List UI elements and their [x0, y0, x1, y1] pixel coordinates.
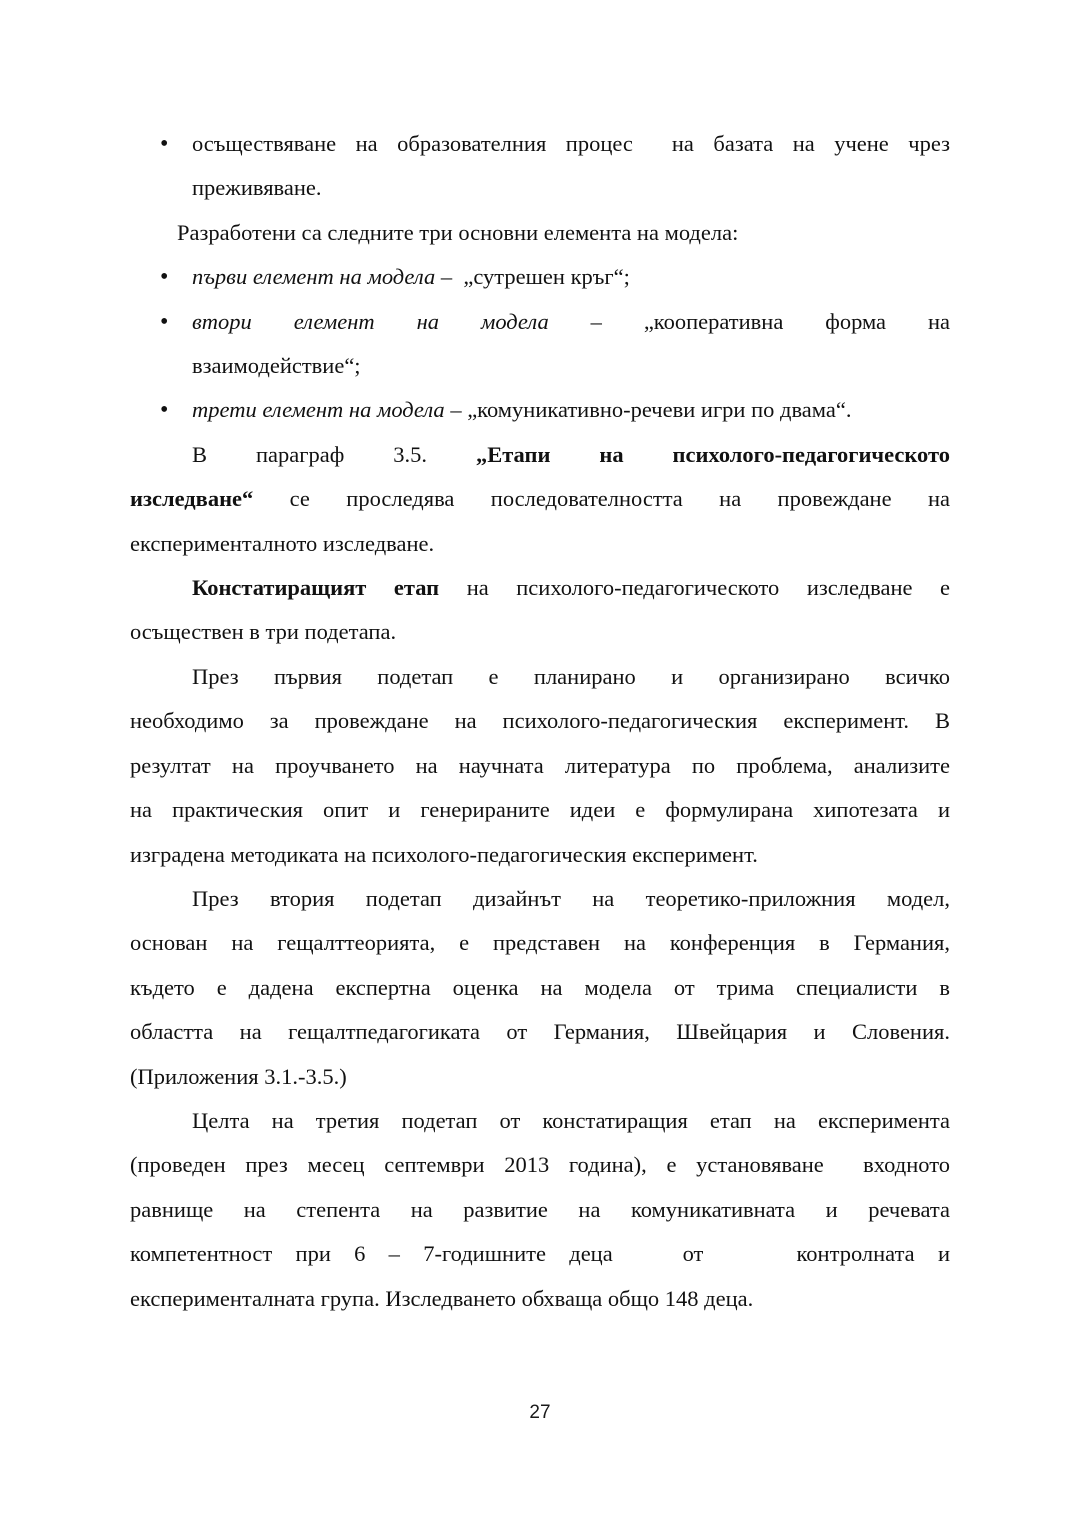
- text-segment: експерименталното изследване.: [130, 530, 435, 556]
- text-segment: (Приложения 3.1.-3.5.): [130, 1063, 347, 1089]
- text-segment: където е дадена експертна оценка на модела от трима специалисти в: [130, 974, 950, 1000]
- text-segment: – „кооперативна форма на: [548, 308, 951, 334]
- text-line: [130, 744, 950, 788]
- bullet-item: [130, 388, 950, 432]
- paragraph: [130, 655, 950, 877]
- text-segment: преживяване.: [192, 175, 322, 201]
- text-line: [130, 566, 950, 610]
- text-line: [130, 433, 950, 477]
- text-segment: на психолого-педагогическото изследване е: [439, 575, 950, 601]
- paragraph: [130, 877, 950, 1099]
- text-segment: Разработени са следните три основни елемента на модела:: [177, 219, 739, 245]
- text-line: [192, 166, 950, 210]
- text-segment: През втория подетап дизайнът на теоретико-приложния модел,: [192, 885, 950, 911]
- text-segment: осъществен в три подетапа.: [130, 619, 397, 645]
- text-line: [192, 122, 950, 166]
- text-line: [192, 300, 950, 344]
- paragraph: [130, 433, 950, 566]
- text-line: [130, 1188, 950, 1232]
- text-segment: изследване“: [130, 486, 254, 512]
- text-line: [130, 699, 950, 743]
- text-segment: равнище на степента на развитие на комуникативната и речевата: [130, 1196, 950, 1222]
- text-segment: компетентност при 6 – 7-годишните деца от контролната и: [130, 1241, 950, 1267]
- text-segment: осъществяване на образователния процес на базата на учене чрез: [192, 131, 950, 156]
- text-line: [192, 388, 950, 432]
- bullet-item: [130, 300, 950, 389]
- text-line: [130, 1143, 950, 1187]
- text-segment: изградена методиката на психолого-педагогическия експеримент.: [130, 841, 758, 867]
- text-line: [130, 522, 950, 566]
- text-line: [130, 1010, 950, 1054]
- bullet-item: [130, 255, 950, 299]
- text-segment: През първия подетап е планирано и организирано всичко: [192, 663, 950, 689]
- text-segment: Целта на третия подетап от констатиращия етап на експеримента: [192, 1107, 950, 1133]
- text-line: [192, 344, 950, 388]
- page-number: 27: [529, 1402, 551, 1423]
- text-segment: резултат на проучването на научната литература по проблема, анализите: [130, 752, 950, 778]
- text-line: [192, 255, 950, 299]
- text-segment: – „комуникативно-речеви игри по двама“.: [444, 397, 852, 423]
- text-line: [130, 921, 950, 965]
- text-segment: експерименталната група. Изследването обхваща общо 148 деца.: [130, 1285, 754, 1311]
- text-line: [130, 1099, 950, 1143]
- text-line: [130, 1277, 950, 1321]
- paragraph: [130, 1099, 950, 1321]
- page-footer: [0, 1402, 1080, 1424]
- text-segment: взаимодействие“;: [192, 353, 361, 379]
- text-line: [130, 877, 950, 921]
- text-segment: първи елемент на модела: [192, 264, 436, 290]
- text-segment: основан на гещалттеорията, е представен на конференция в Германия,: [130, 930, 950, 956]
- text-segment: (проведен през месец септември 2013 година), е установяване входното: [130, 1152, 950, 1178]
- text-line: [130, 833, 950, 877]
- text-segment: В параграф 3.5.: [192, 441, 476, 467]
- text-line: [130, 966, 950, 1010]
- text-segment: „Етапи на психолого-педагогическото: [475, 441, 950, 467]
- text-segment: на практическия опит и генерираните идеи е формулирана хипотезата и: [130, 797, 950, 823]
- document-content: [130, 122, 950, 1321]
- text-line: [130, 610, 950, 654]
- text-line: [130, 788, 950, 832]
- text-segment: се проследява последователността на провеждане на: [253, 486, 950, 512]
- text-segment: необходимо за провеждане на психолого-педагогическия експеримент. В: [130, 708, 950, 734]
- paragraph: [130, 566, 950, 655]
- bullet-item: [130, 122, 950, 211]
- text-segment: областта на гещалтпедагогиката от Германия, Швейцария и Словения.: [130, 1019, 950, 1045]
- text-segment: втори елемент на модела: [192, 308, 549, 334]
- paragraph: [130, 211, 950, 255]
- text-segment: трети елемент на модела: [192, 397, 445, 423]
- text-line: [130, 655, 950, 699]
- text-line: [130, 1232, 950, 1276]
- text-segment: – „сутрешен кръг“;: [435, 264, 630, 290]
- text-line: [130, 477, 950, 521]
- text-line: [130, 211, 950, 255]
- text-line: [130, 1055, 950, 1099]
- text-segment: Констатиращият етап: [192, 575, 440, 601]
